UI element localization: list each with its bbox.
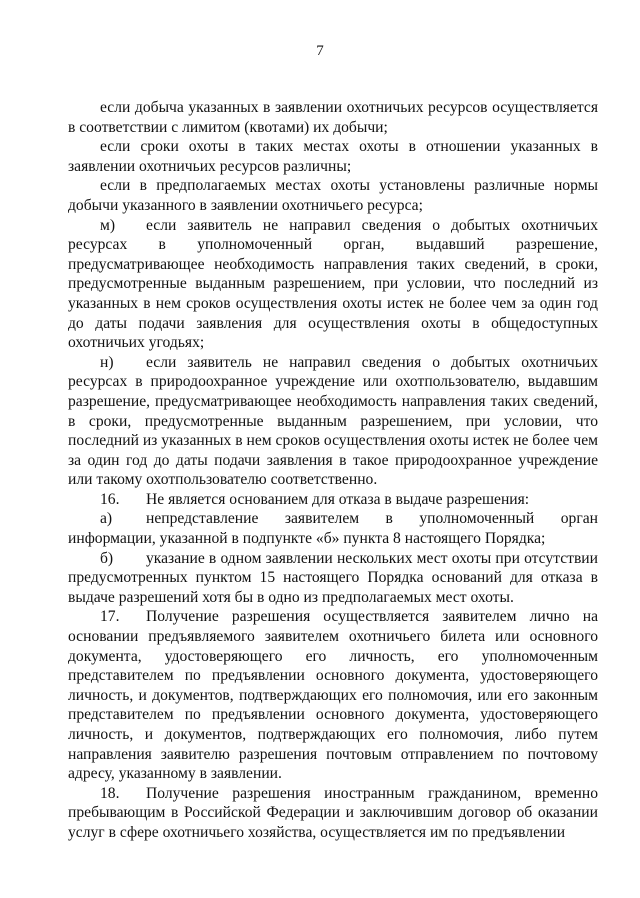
paragraph-text: если в предполагаемых местах охоты установлены различные нормы добычи указанного в заявлении охотничьего ресурса;: [68, 177, 598, 214]
document-body: [68, 98, 598, 843]
subitem-a: [68, 509, 598, 548]
subitem-b: [68, 549, 598, 608]
item-marker: б): [100, 549, 114, 567]
clause-16: [68, 490, 598, 510]
paragraph-text: если сроки охоты в таких местах охоты в отношении указанных в заявлении охотничьих ресурсов различны;: [68, 138, 598, 175]
paragraph-text: указание в одном заявлении нескольких мест охоты при отсутствии предусмотренных пунктом 15 настоящего Порядка оснований для отказа в выдаче разрешений хотя бы в одно из предполагаемых мест охоты.: [68, 549, 598, 606]
item-marker: н): [100, 353, 114, 371]
paragraph-text: если добыча указанных в заявлении охотничьих ресурсов осуществляется в соответствии с лимитом (квотами) их добычи;: [68, 99, 598, 136]
paragraph-text: если заявитель не направил сведения о добытых охотничьих ресурсах в природоохранное учреждение или охотпользователю, выдавшим разрешение, предусматривающее необходимость направления таких сведений, в сроки, предусмотренные выданным разрешением, при условии, что последний из указанных в нем сроков осуществления охоты истек не более чем за один год до даты подачи заявления в такое природоохранное учреждение или такому охотпользователю соответственно.: [68, 353, 598, 489]
item-marker: м): [100, 216, 116, 234]
item-marker: 17.: [100, 608, 120, 626]
paragraph-text: Получение разрешения иностранным гражданином, временно пребывающим в Российской Федерации и заключившим договор об оказании услуг в сфере охотничьего хозяйства, осуществляется им по предъявлении: [68, 784, 598, 841]
item-marker: 16.: [100, 490, 120, 508]
paragraph-text: непредставление заявителем в уполномоченный орган информации, указанной в подпункте «б» пункта 8 настоящего Порядка;: [68, 510, 598, 548]
item-marker: а): [100, 510, 113, 528]
page-number: 7: [316, 43, 324, 59]
subitem-m: [68, 216, 598, 353]
subitem-n: [68, 353, 598, 490]
item-marker: 18.: [100, 784, 120, 802]
paragraph-text: Получение разрешения осуществляется заявителем лично на основании предъявляемого заявителем охотничьего билета или основного документа, удостоверяющего его личность, его уполномоченным представителем по предъявлении основного документа, удостоверяющего личность, и документов, подтверждающих его полномочия, или его законным представителем по предъявлении основного документа, удостоверяющего личность, и документов, подтверждающих его полномочия, либо путем направления заявителю разрешения почтовым отправлением по почтовому адресу, указанному в заявлении.: [68, 608, 598, 783]
paragraph-text: если заявитель не направил сведения о добытых охотничьих ресурсах в уполномоченный орган, выдавший разрешение, предусматривающее необходимость направления таких сведений, в сроки, предусмотренные выданным разрешением, при условии, что последний из указанных в нем сроков осуществления охоты истек не более чем за один год до даты подачи заявления для осуществления охоты в общедоступных охотничьих угодьях;: [68, 216, 598, 352]
paragraph: [68, 98, 598, 137]
paragraph: [68, 137, 598, 176]
clause-17: [68, 607, 598, 783]
clause-18: [68, 784, 598, 843]
paragraph: [68, 176, 598, 215]
paragraph-text: Не является основанием для отказа в выдаче разрешения:: [146, 490, 530, 508]
